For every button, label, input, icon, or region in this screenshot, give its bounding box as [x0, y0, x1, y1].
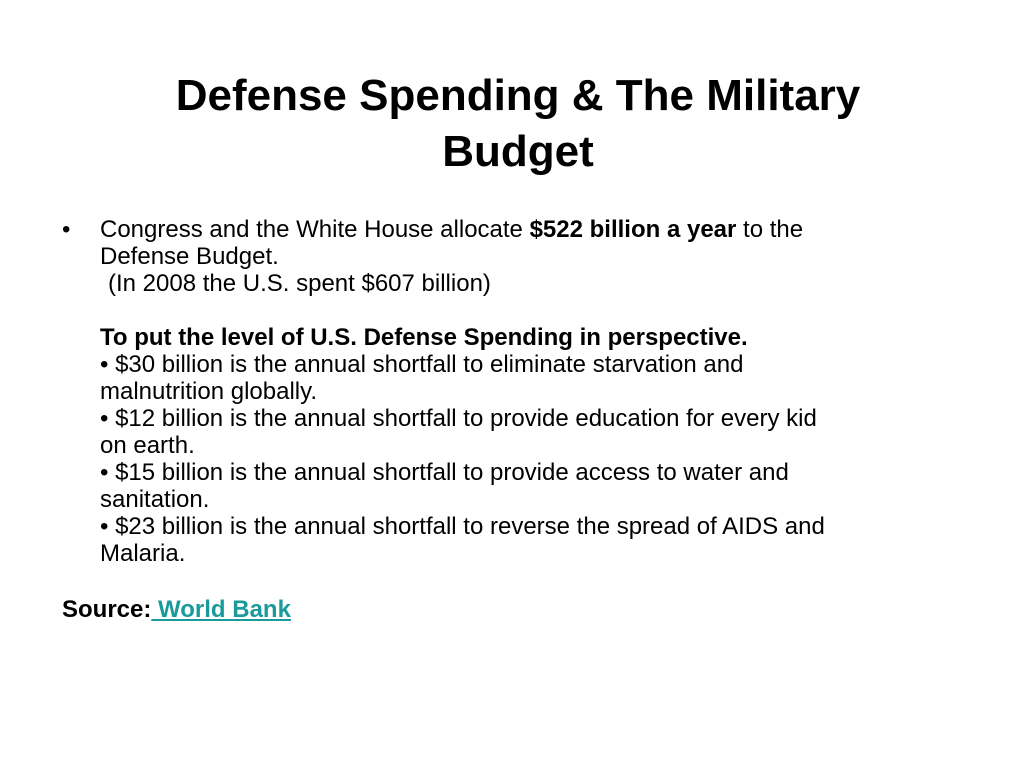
shortfall-item-3-line-1: • $15 billion is the annual shortfall to provide access to water and: [100, 459, 789, 486]
shortfall-item-2-line-1: • $12 billion is the annual shortfall to provide education for every kid: [100, 405, 817, 432]
bullet-marker: •: [62, 216, 71, 243]
shortfall-item-4-line-2: Malaria.: [100, 540, 186, 567]
spacer: [100, 297, 982, 324]
shortfall-item-1-line-2: malnutrition globally.: [100, 378, 317, 405]
shortfall-item-2-line-2: on earth.: [100, 432, 195, 459]
shortfall-item-1-line-1: • $30 billion is the annual shortfall to eliminate starvation and: [100, 351, 744, 378]
bullet-item: [62, 216, 982, 567]
shortfall-item-4-line-1: • $23 billion is the annual shortfall to reverse the spread of AIDS and: [100, 513, 825, 540]
slide-body: [62, 216, 982, 623]
source-link[interactable]: World Bank: [151, 596, 291, 623]
slide-title: [60, 68, 976, 180]
slide-title-line-1: Defense Spending & The Military: [175, 71, 861, 120]
slide-title-line-2: Budget: [442, 127, 594, 176]
intro-line-2: Defense Budget.: [100, 243, 279, 270]
intro-line-1: [100, 216, 982, 243]
intro-text-post: to the: [736, 216, 804, 243]
shortfall-item-3-line-2: sanitation.: [100, 486, 210, 513]
spending-note: (In 2008 the U.S. spent $607 billion): [108, 270, 491, 297]
source-line: [62, 596, 982, 623]
intro-amount: $522 billion a year: [529, 216, 737, 243]
intro-text-pre: Congress and the White House allocate: [100, 216, 530, 243]
source-label: Source:: [62, 596, 152, 623]
perspective-heading: To put the level of U.S. Defense Spending in perspective.: [100, 324, 748, 351]
